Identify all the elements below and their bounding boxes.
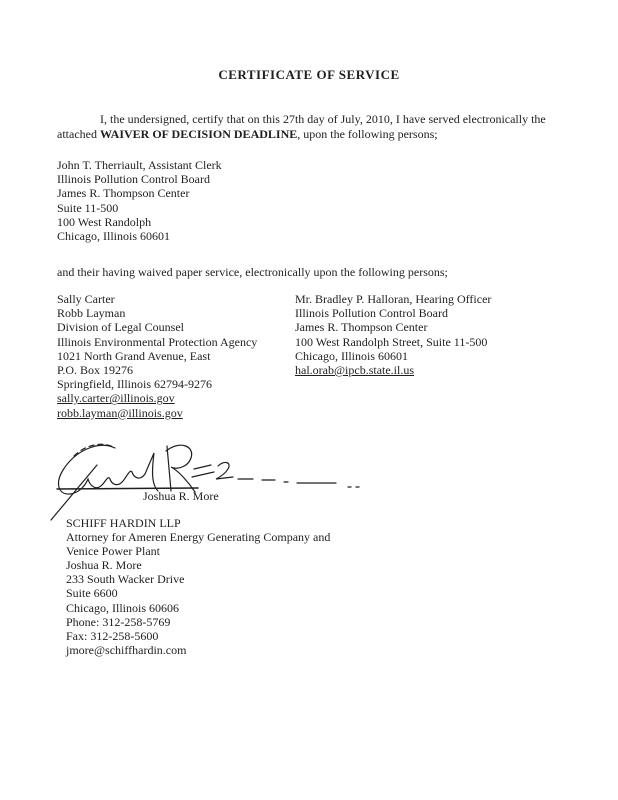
firm-line: Joshua R. More: [66, 558, 142, 573]
email-address: sally.carter@illinois.gov: [57, 391, 175, 406]
email-address: hal.orab@ipcb.state.il.us: [295, 363, 415, 378]
address-line: John T. Therriault, Assistant Clerk: [57, 158, 222, 172]
address-line: 100 West Randolph: [57, 214, 152, 229]
address-line: Springfield, Illinois 62794-9276: [57, 377, 212, 392]
address-line: Suite 11-500: [57, 200, 119, 215]
address-line: Sally Carter: [57, 292, 115, 306]
intro-text-after: , upon the following persons;: [297, 126, 438, 141]
address-line: Division of Legal Counsel: [57, 320, 184, 335]
firm-fax: Fax: 312-258-5600: [66, 628, 159, 643]
firm-line: 233 South Wacker Drive: [66, 572, 185, 587]
document-title: CERTIFICATE OF SERVICE: [218, 67, 400, 82]
served-party-address-block: [57, 158, 222, 243]
waived-recipient-left-block: [57, 292, 257, 420]
address-line: Illinois Pollution Control Board: [295, 306, 449, 321]
address-line: Mr. Bradley P. Halloran, Hearing Officer: [295, 292, 492, 306]
waiver-paragraph: and their having waived paper service, electronically upon the following persons;: [57, 265, 448, 279]
address-line: Robb Layman: [57, 306, 126, 321]
law-firm-address-block: [66, 516, 330, 657]
signatory-name: Joshua R. More: [143, 489, 219, 503]
firm-line: Suite 6600: [66, 586, 118, 601]
address-line: 100 West Randolph Street, Suite 11-500: [295, 334, 488, 349]
address-line: Chicago, Illinois 60601: [295, 348, 408, 363]
address-line: P.O. Box 19276: [57, 363, 134, 378]
email-address: robb.layman@illinois.gov: [57, 405, 183, 420]
address-line: 1021 North Grand Avenue, East: [57, 348, 211, 363]
waived-recipient-right-block: [295, 292, 491, 377]
firm-line: Attorney for Ameren Energy Generating Company and: [66, 530, 331, 545]
handwritten-signature-image: [48, 436, 378, 522]
firm-name: SCHIFF HARDIN LLP: [66, 516, 181, 530]
firm-line: Chicago, Illinois 60606: [66, 600, 179, 615]
intro-text-before: I, the undersigned, certify that on this 27th day of July, 2010, I have served electronically the attached: [57, 112, 546, 141]
address-line: Illinois Environmental Protection Agency: [57, 334, 258, 349]
address-line: Illinois Pollution Control Board: [57, 172, 211, 187]
address-line: James R. Thompson Center: [57, 186, 190, 201]
waived-recipients-section: [57, 292, 577, 437]
firm-phone: Phone: 312-258-5769: [66, 614, 171, 629]
firm-line: Venice Power Plant: [66, 544, 160, 559]
firm-email: jmore@schiffhardin.com: [66, 642, 187, 657]
intro-paragraph: [57, 112, 561, 141]
intro-bold-document-name: WAIVER OF DECISION DEADLINE: [99, 126, 298, 141]
address-line: Chicago, Illinois 60601: [57, 229, 170, 244]
address-line: James R. Thompson Center: [295, 320, 428, 335]
